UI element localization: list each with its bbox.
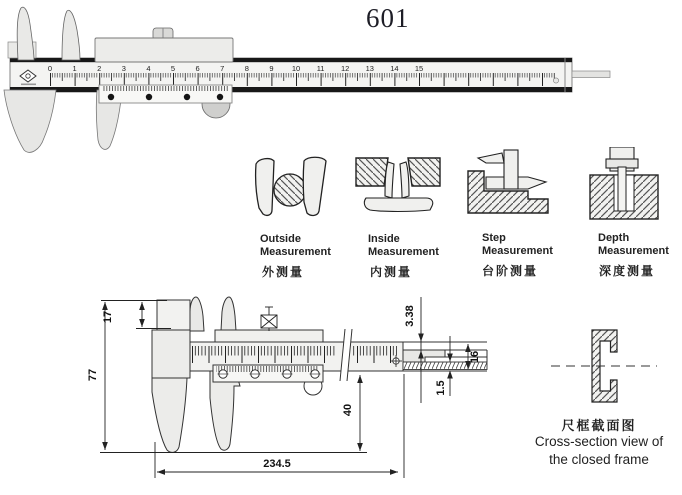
scale-number: 1 xyxy=(72,64,77,73)
scale-number: 12 xyxy=(341,64,350,73)
cross-section-figure xyxy=(551,330,657,402)
drawing-vernier-ticks xyxy=(216,366,318,372)
vernier-screw xyxy=(217,94,223,100)
measurement-label-zh: 深度测量 xyxy=(599,264,656,278)
dim-beam-height: 16 xyxy=(469,350,481,364)
beam-top-band xyxy=(10,58,572,62)
dim-groove-depth: 3.38 xyxy=(404,305,416,327)
drawing-lower-jaw-slider xyxy=(210,371,240,450)
scale-number: 7 xyxy=(220,64,225,73)
measurement-label-zh: 外测量 xyxy=(262,265,305,279)
vernier-screw xyxy=(108,94,114,100)
outside-jaw-right xyxy=(303,157,326,215)
caliper-photo xyxy=(0,0,682,170)
upper-jaw-fixed xyxy=(17,7,34,60)
workpiece-right xyxy=(408,158,440,186)
beam-bottom-band xyxy=(10,87,572,92)
vernier-ticks xyxy=(102,86,228,91)
scale-number: 13 xyxy=(365,64,374,73)
scale-number: 3 xyxy=(121,64,126,73)
inside-measurement-icon xyxy=(352,152,444,230)
slider-top-block xyxy=(95,38,233,62)
outside-measurement-icon xyxy=(246,152,334,230)
measurement-type-outside xyxy=(246,152,358,280)
depth-rod xyxy=(572,71,610,78)
label-line2: Measurement xyxy=(368,246,439,258)
scale-number: 10 xyxy=(291,64,301,73)
scale-number: 2 xyxy=(97,64,102,73)
drawing-main-scale xyxy=(192,346,336,363)
cross-section-caption-en-line2: the closed frame xyxy=(549,452,649,467)
page-title: 601 xyxy=(366,3,410,33)
dim-jaw-depth: 40 xyxy=(342,403,354,417)
cross-section-caption-zh: 尺框截面图 xyxy=(561,418,637,433)
measurement-type-step xyxy=(464,147,576,279)
brand-text-smudge xyxy=(21,84,36,86)
label-line1: Inside xyxy=(368,233,400,245)
measurement-label-en xyxy=(352,233,464,259)
hanging-hole xyxy=(553,78,558,83)
jaw-tip xyxy=(478,153,504,163)
scale-number: 5 xyxy=(170,64,176,73)
scale-number: 6 xyxy=(195,64,200,73)
lower-jaw-fixed xyxy=(4,90,56,152)
measurement-label-zh: 内测量 xyxy=(370,265,413,279)
workpiece-left xyxy=(356,158,388,186)
measurement-label-en xyxy=(464,232,576,258)
scale-number: 14 xyxy=(390,64,399,73)
label-line1: Depth xyxy=(598,232,630,244)
scale-number: 4 xyxy=(146,64,151,73)
label-line2: Measurement xyxy=(482,245,553,257)
dim-overall-height: 77 xyxy=(87,368,99,382)
drawing-fixed-head xyxy=(152,330,190,378)
measurement-type-inside xyxy=(352,152,464,280)
upper-jaw-slider xyxy=(62,10,80,60)
dim-overall-length: 234.5 xyxy=(263,458,291,470)
step-measurement-icon xyxy=(464,147,564,229)
beam-vertical xyxy=(504,150,518,189)
inside-jaw-left xyxy=(385,162,394,198)
dim-upper-jaw-height: 17 xyxy=(102,310,114,324)
depth-measurement-icon xyxy=(580,147,670,229)
scale-number: 0 xyxy=(47,64,53,73)
measurement-label-zh: 台阶测量 xyxy=(482,264,539,278)
vernier-screw xyxy=(146,94,152,100)
drawing-main-scale xyxy=(352,346,398,363)
main-scale-ticks xyxy=(50,73,556,86)
label-line1: Outside xyxy=(260,233,301,245)
scale-number: 9 xyxy=(269,64,274,73)
dim-rod-thickness: 1.5 xyxy=(435,380,447,396)
drawing-upper-jaw-fixed xyxy=(190,297,204,331)
label-line1: Step xyxy=(482,232,506,244)
outside-jaw-left xyxy=(256,159,274,216)
measurement-type-depth xyxy=(580,147,682,279)
scale-number: 15 xyxy=(414,64,424,73)
scale-number: 11 xyxy=(316,64,325,73)
measurement-label-en xyxy=(580,232,682,258)
clamp-screw xyxy=(261,307,277,331)
head-top-block xyxy=(157,300,190,330)
workpiece-round xyxy=(274,174,306,206)
scale-number: 8 xyxy=(244,64,249,73)
rod-step xyxy=(403,350,445,362)
label-line2: Measurement xyxy=(598,245,669,257)
slider-top xyxy=(215,330,323,342)
label-line2: Measurement xyxy=(260,246,331,258)
cross-section-caption-en-line1: Cross-section view of xyxy=(534,434,664,449)
depth-rod xyxy=(618,167,626,211)
measurement-label-en xyxy=(246,233,358,259)
dimensions xyxy=(87,297,481,478)
vernier-screw xyxy=(184,94,190,100)
drawing-lower-jaw-fixed xyxy=(152,378,187,452)
inside-jaw-right xyxy=(400,162,409,198)
drawing-upper-jaw-slider xyxy=(221,297,236,331)
caliper-body-end xyxy=(364,198,432,212)
